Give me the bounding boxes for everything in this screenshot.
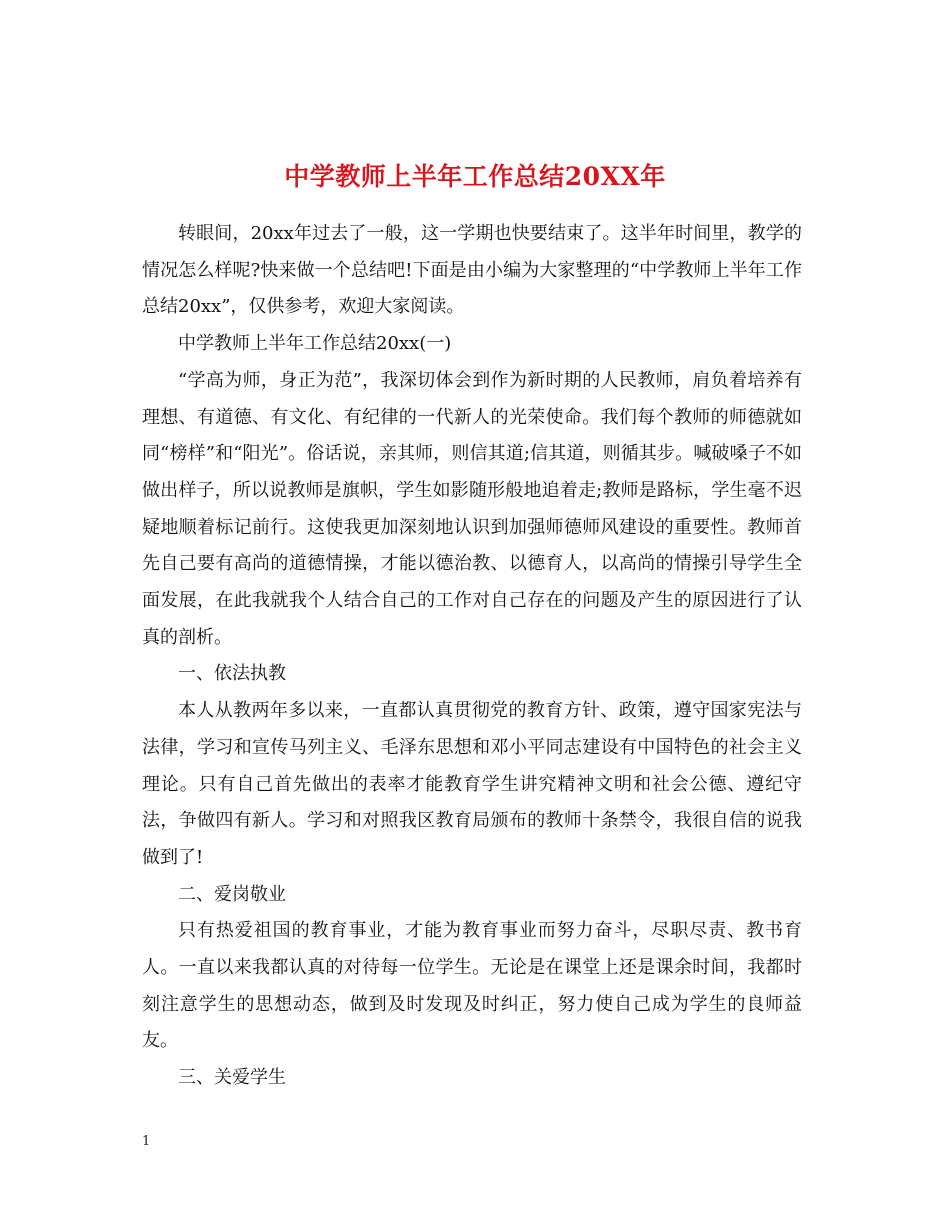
intro-paragraph: 转眼间，20xx年过去了一般，这一学期也快要结束了。这半年时间里，教学的情况怎么样呢?快来做一个总结吧!下面是由小编为大家整理的“中学教师上半年工作总结20xx”，仅供参考，欢迎大家阅读。	[142, 223, 802, 318]
section-heading: 三、关爱学生	[178, 1067, 286, 1089]
body-paragraph: 本人从教两年多以来，一直都认真贯彻党的教育方针、政策，遵守国家宪法与法律，学习和宣传马列主义、毛泽东思想和邓小平同志建设有中国特色的社会主义理论。只有自己首先做出的表率才能教育学生讲究精神文明和社会公德、遵纪守法，争做四有新人。学习和对照我区教育局颁布的教师十条禁令，我很自信的说我做到了!	[142, 700, 802, 868]
section-heading-part-one: 中学教师上半年工作总结20xx(一)	[178, 333, 452, 355]
document-body	[142, 216, 802, 1097]
page-number: 1	[142, 1134, 151, 1149]
section-heading: 一、依法执教	[178, 663, 286, 685]
section-heading: 二、爱岗敬业	[178, 883, 286, 905]
document-title: 中学教师上半年工作总结20XX年	[284, 161, 666, 191]
body-paragraph: “学高为师，身正为范”，我深切体会到作为新时期的人民教师，肩负着培养有理想、有道德、有文化、有纪律的一代新人的光荣使命。我们每个教师的师德就如同“榜样”和“阳光”。俗话说，亲其师，则信其道;信其道，则循其步。喊破嗓子不如做出样子，所以说教师是旗帜，学生如影随形般地追着走;教师是路标，学生毫不迟疑地顺着标记前行。这使我更加深刻地认识到加强师德师风建设的重要性。教师首先自己要有高尚的道德情操，才能以德治教、以德育人，以高尚的情操引导学生全面发展，在此我就我个人结合自己的工作对自己存在的问题及产生的原因进行了认真的剖析。	[142, 369, 802, 648]
body-paragraph: 只有热爱祖国的教育事业，才能为教育事业而努力奋斗，尽职尽责、教书育人。一直以来我都认真的对待每一位学生。无论是在课堂上还是课余时间，我都时刻注意学生的思想动态，做到及时发现及时纠正，努力使自己成为学生的良师益友。	[142, 920, 802, 1052]
